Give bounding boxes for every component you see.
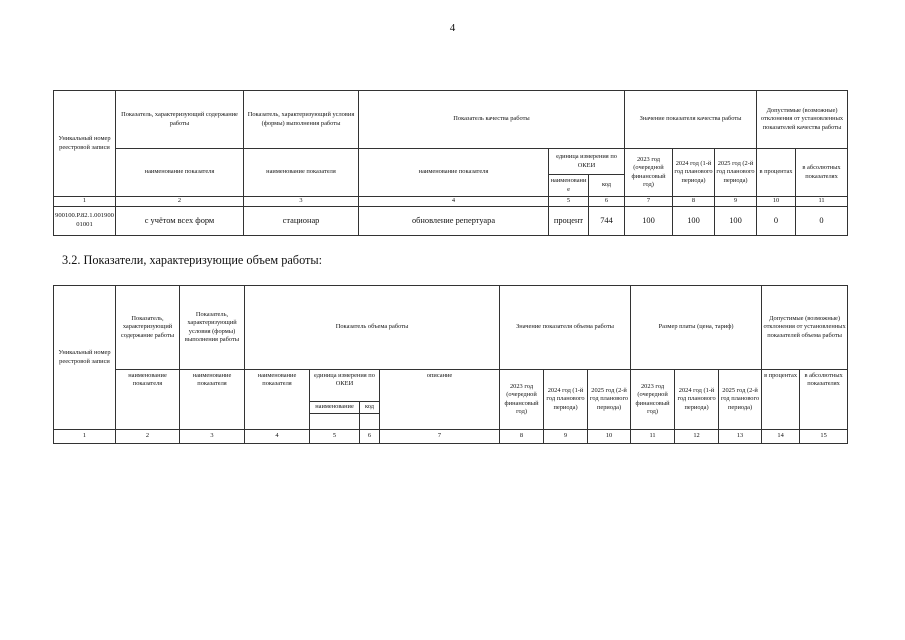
- column-number: 15: [800, 430, 848, 444]
- header-unit: единица измерения по ОКЕИ: [310, 370, 380, 402]
- quality-indicators-table: [53, 90, 848, 236]
- column-number: 4: [359, 197, 549, 207]
- header-price-year-2023: 2023 год (очередной финансовый год): [631, 370, 675, 430]
- header-content-name: наименование показателя: [116, 149, 244, 197]
- header-conditions: Показатель, характеризующий условия (формы) выполнения работы: [244, 91, 359, 149]
- header-absolute: в абсолютных показателях: [800, 370, 848, 430]
- cell-year-2024: 100: [673, 207, 715, 236]
- column-number: 1: [54, 430, 116, 444]
- header-price: Размер платы (цена, тариф): [631, 286, 762, 370]
- header-unit-code: код: [360, 402, 380, 414]
- column-number: 5: [310, 430, 360, 444]
- column-number: 7: [380, 430, 500, 444]
- header-price-year-2025: 2025 год (2-й год планового периода): [719, 370, 762, 430]
- header-volume-year-2025: 2025 год (2-й год планового периода): [588, 370, 631, 430]
- column-number: 14: [762, 430, 800, 444]
- header-unit-name: наименование: [549, 175, 589, 197]
- column-number: 9: [715, 197, 757, 207]
- header-registry-number: Уникальный номер реестровой записи: [54, 91, 116, 197]
- column-number: 8: [500, 430, 544, 444]
- column-number: 2: [116, 197, 244, 207]
- header-percent: в процентах: [762, 370, 800, 430]
- column-number: 11: [631, 430, 675, 444]
- header-indicator-name: наименование показателя: [359, 149, 549, 197]
- header-deviation: Допустимые (возможные) отклонения от установленных показателей качества работы: [757, 91, 848, 149]
- volume-indicators-table: [53, 285, 848, 444]
- cell-year-2025: 100: [715, 207, 757, 236]
- column-number: 3: [180, 430, 245, 444]
- cell-indicator: обновление репертуара: [359, 207, 549, 236]
- header-percent: в процентах: [757, 149, 796, 197]
- column-number: 7: [625, 197, 673, 207]
- header-unit-code: код: [589, 175, 625, 197]
- cell-absolute: 0: [796, 207, 848, 236]
- header-deviation: Допустимые (возможные) отклонения от установленных показателей объема работы: [762, 286, 848, 370]
- cell-unit-code: 744: [589, 207, 625, 236]
- cell-unit-name: процент: [549, 207, 589, 236]
- header-content: Показатель, характеризующий содержание работы: [116, 286, 180, 370]
- column-number: 10: [757, 197, 796, 207]
- column-number: 1: [54, 197, 116, 207]
- column-number: 5: [549, 197, 589, 207]
- column-number: 9: [544, 430, 588, 444]
- header-quality-indicator: Показатель качества работы: [359, 91, 625, 149]
- header-conditions: Показатель, характеризующий условия (формы) выполнения работы: [180, 286, 245, 370]
- header-year-2024: 2024 год (1-й год планового периода): [673, 149, 715, 197]
- unit-code-spacer: [360, 414, 380, 430]
- column-number: 2: [116, 430, 180, 444]
- header-unit-name: наименование: [310, 402, 360, 414]
- header-content: Показатель, характеризующий содержание работы: [116, 91, 244, 149]
- column-number: 4: [245, 430, 310, 444]
- header-description: описание: [380, 370, 500, 430]
- cell-percent: 0: [757, 207, 796, 236]
- cell-registry-number: 900100.Р.82.1.00190001001: [54, 207, 116, 236]
- header-volume-year-2024: 2024 год (1-й год планового периода): [544, 370, 588, 430]
- header-volume-value: Значение показателя объема работы: [500, 286, 631, 370]
- header-registry-number: Уникальный номер реестровой записи: [54, 286, 116, 430]
- column-number: 10: [588, 430, 631, 444]
- column-number: 6: [360, 430, 380, 444]
- column-number: 3: [244, 197, 359, 207]
- header-conditions-name: наименование показателя: [180, 370, 245, 430]
- header-quality-value: Значение показателя качества работы: [625, 91, 757, 149]
- header-volume-indicator: Показатель объема работы: [245, 286, 500, 370]
- header-year-2025: 2025 год (2-й год планового периода): [715, 149, 757, 197]
- header-absolute: в абсолютных показателях: [796, 149, 848, 197]
- column-number: 13: [719, 430, 762, 444]
- column-number: 8: [673, 197, 715, 207]
- header-unit: единица измерения по ОКЕИ: [549, 149, 625, 175]
- header-price-year-2024: 2024 год (1-й год планового периода): [675, 370, 719, 430]
- column-number: 12: [675, 430, 719, 444]
- cell-conditions: стационар: [244, 207, 359, 236]
- header-year-2023: 2023 год (очередной финансовый год): [625, 149, 673, 197]
- column-number: 6: [589, 197, 625, 207]
- header-volume-year-2023: 2023 год (очередной финансовый год): [500, 370, 544, 430]
- cell-content: с учётом всех форм: [116, 207, 244, 236]
- unit-name-spacer: [310, 414, 360, 430]
- header-conditions-name: наименование показателя: [244, 149, 359, 197]
- header-indicator-name: наименование показателя: [245, 370, 310, 430]
- column-number: 11: [796, 197, 848, 207]
- page-number: 4: [449, 22, 456, 34]
- header-content-name: наименование показателя: [116, 370, 180, 430]
- cell-year-2023: 100: [625, 207, 673, 236]
- section-heading: 3.2. Показатели, характеризующие объем работы:: [62, 253, 323, 267]
